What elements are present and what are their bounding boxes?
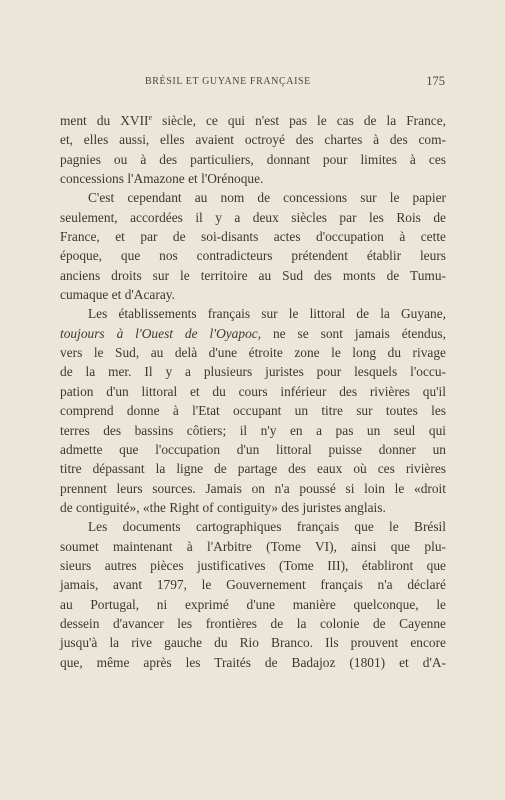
text-line: admette que l'occupation d'un littoral puisse donner un — [60, 441, 446, 457]
italic-text: toujours à l'Ouest de l'Oyapoc, — [60, 325, 262, 341]
text-line: que, même après les Traités de Badajoz (1801) et d'A- — [60, 654, 446, 670]
text-line: et, elles aussi, elles avaient octroyé des chartes à des com- — [60, 132, 446, 148]
text-line: titre dépassant la ligne de partage des eaux où ces rivières — [60, 461, 446, 477]
running-title: BRÉSIL ET GUYANE FRANÇAISE — [145, 76, 311, 87]
text-line: au Portugal, ni exprimé d'une manière quelconque, le — [60, 596, 446, 612]
superscript: e — [148, 113, 153, 122]
text-line: ment du XVIIe siècle, ce qui n'est pas le cas de la France, — [60, 113, 446, 128]
text-line: Les documents cartographiques français que le Brésil — [88, 519, 446, 535]
text-line: concessions l'Amazone et l'Orénoque. — [60, 171, 264, 187]
text-line: sieurs autres pièces justificatives (Tome III), établiront que — [60, 557, 446, 573]
running-header — [60, 76, 445, 96]
text-line: de la mer. Il y a plusieurs juristes pour lesquels l'occu- — [60, 364, 446, 380]
text-line: dessein d'avancer les frontières de la colonie de Cayenne — [60, 615, 446, 631]
text-line: comprend donne à l'Etat occupant un titre sur toutes les — [60, 403, 446, 419]
text-line: soumet maintenant à l'Arbitre (Tome VI), ainsi que plu- — [60, 538, 446, 554]
text-line: jusqu'à la rive gauche du Rio Branco. Ils prouvent encore — [60, 635, 446, 651]
text-line: terres des bassins côtiers; il n'y en a pas un seul qui — [60, 422, 446, 438]
text-line: époque, que nos contradicteurs prétendent établir leurs — [60, 248, 446, 264]
text-line: pagnies ou à des particuliers, donnant pour limites à ces — [60, 151, 446, 167]
page-number: 175 — [426, 74, 445, 88]
text-line: prennent leurs sources. Jamais on n'a poussé si loin le «droit — [60, 480, 446, 496]
text-line: cumaque et d'Acaray. — [60, 287, 175, 303]
text-line: Les établissements français sur le littoral de la Guyane, — [88, 306, 446, 322]
text-line: toujours à l'Ouest de l'Oyapoc, ne se sont jamais étendus, — [60, 325, 446, 341]
text-line: pation d'un littoral et du cours inférieur des rivières qu'il — [60, 383, 446, 399]
text-line: de contiguité», «the Right of contiguity» des juristes anglais. — [60, 499, 386, 515]
text-line: jamais, avant 1797, le Gouvernement français n'a déclaré — [60, 577, 446, 593]
text-line: France, et par de soi-disants actes d'occupation à cette — [60, 229, 446, 245]
text-line: anciens droits sur le territoire au Sud des monts de Tumu- — [60, 267, 446, 283]
text-line: C'est cependant au nom de concessions sur le papier — [88, 190, 446, 206]
text-line: seulement, accordées il y a deux siècles par les Rois de — [60, 209, 446, 225]
text-line: vers le Sud, au delà d'une étroite zone le long du rivage — [60, 345, 446, 361]
body-text — [60, 111, 446, 672]
